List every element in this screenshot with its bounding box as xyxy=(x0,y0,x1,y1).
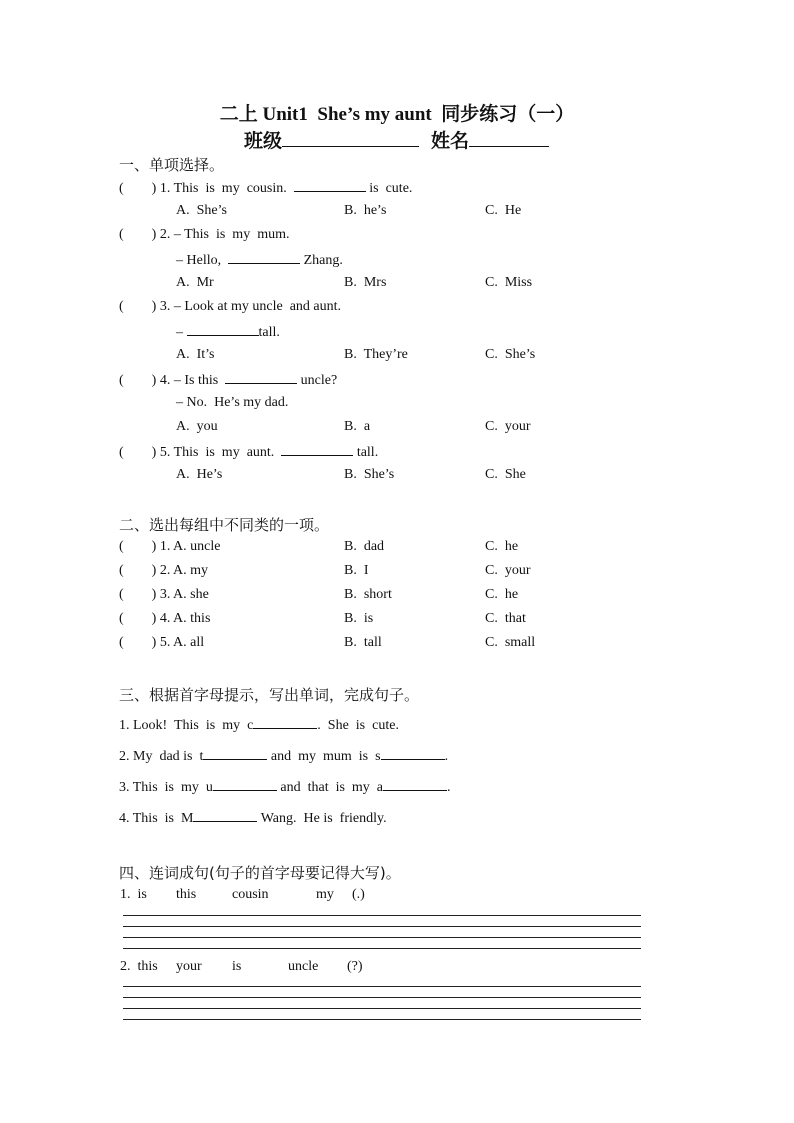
s3-sentence-2: 2. My dad is t and my mum is s . xyxy=(119,749,449,764)
question-1: ( ) 1. This is my cousin. is cute. xyxy=(119,181,413,196)
s4-q1-word-2: this xyxy=(176,887,197,902)
answer-blank[interactable] xyxy=(187,323,259,336)
q5-option-b[interactable]: B. She’s xyxy=(344,467,395,482)
s2-row-1-b[interactable]: B. dad xyxy=(344,539,385,554)
s4-q1-word-5: (.) xyxy=(352,887,365,902)
s2-row-3-c[interactable]: C. he xyxy=(485,587,519,602)
answer-blank[interactable] xyxy=(203,747,267,760)
question-2-line2: – Hello, Zhang. xyxy=(176,253,343,268)
writing-line[interactable] xyxy=(123,1019,641,1020)
answer-blank[interactable] xyxy=(228,251,300,264)
s2-row-1: ( ) 1. A. uncle xyxy=(119,539,221,554)
s2-row-1-c[interactable]: C. he xyxy=(485,539,519,554)
writing-line[interactable] xyxy=(123,926,641,927)
q2-option-c[interactable]: C. Miss xyxy=(485,275,533,290)
s2-row-2-c[interactable]: C. your xyxy=(485,563,531,578)
q4-option-b[interactable]: B. a xyxy=(344,419,371,434)
q5-option-c[interactable]: C. She xyxy=(485,467,526,482)
writing-line[interactable] xyxy=(123,948,641,949)
page-title: 二上 Unit1 She’s my aunt 同步练习（一） xyxy=(219,104,575,125)
s3-sentence-4: 4. This is M Wang. He is friendly. xyxy=(119,811,387,826)
section1-heading: 一、单项选择。 xyxy=(119,156,225,174)
s4-q2-word-3: is xyxy=(232,959,242,974)
s2-row-4-b[interactable]: B. is xyxy=(344,611,374,626)
s4-q1-word-3: cousin xyxy=(232,887,269,902)
q3-option-a[interactable]: A. It’s xyxy=(176,347,215,362)
writing-line[interactable] xyxy=(123,937,641,938)
q3-option-c[interactable]: C. She’s xyxy=(485,347,536,362)
name-label: 姓名 xyxy=(431,131,470,152)
writing-line[interactable] xyxy=(123,915,641,916)
question-3: ( ) 3. – Look at my uncle and aunt. xyxy=(119,299,342,314)
s3-sentence-1: 1. Look! This is my c . She is cute. xyxy=(119,718,399,733)
writing-line[interactable] xyxy=(123,997,641,998)
q5-option-a[interactable]: A. He’s xyxy=(176,467,223,482)
answer-blank[interactable] xyxy=(383,778,447,791)
q2-option-a[interactable]: A. Mr xyxy=(176,275,214,290)
section4-heading: 四、连词成句(句子的首字母要记得大写)。 xyxy=(119,864,401,882)
s2-row-5-c[interactable]: C. small xyxy=(485,635,536,650)
answer-blank[interactable] xyxy=(381,747,445,760)
s4-q2-word-2: your xyxy=(176,959,202,974)
writing-line[interactable] xyxy=(123,1008,641,1009)
section2-heading: 二、选出每组中不同类的一项。 xyxy=(119,516,330,534)
q1-option-b[interactable]: B. he’s xyxy=(344,203,387,218)
answer-blank[interactable] xyxy=(225,371,297,384)
q4-option-c[interactable]: C. your xyxy=(485,419,531,434)
writing-line[interactable] xyxy=(123,986,641,987)
s4-q1-word-4: my xyxy=(316,887,334,902)
s2-row-5-b[interactable]: B. tall xyxy=(344,635,382,650)
s4-q2-word-1: 2. this xyxy=(120,959,158,974)
class-blank[interactable] xyxy=(282,134,419,147)
q4-option-a[interactable]: A. you xyxy=(176,419,218,434)
answer-blank[interactable] xyxy=(253,716,317,729)
question-4-line2: – No. He’s my dad. xyxy=(176,395,289,410)
s2-row-2-b[interactable]: B. I xyxy=(344,563,369,578)
s2-row-4-c[interactable]: C. that xyxy=(485,611,526,626)
section3-heading: 三、根据首字母提示，写出单词，完成句子。 xyxy=(119,686,420,704)
q2-option-b[interactable]: B. Mrs xyxy=(344,275,387,290)
s2-row-3: ( ) 3. A. she xyxy=(119,587,209,602)
question-2: ( ) 2. – This is my mum. xyxy=(119,227,290,242)
class-label: 班级 xyxy=(244,131,283,152)
question-5: ( ) 5. This is my aunt. tall. xyxy=(119,445,379,460)
answer-blank[interactable] xyxy=(213,778,277,791)
s3-sentence-3: 3. This is my u and that is my a . xyxy=(119,780,451,795)
answer-blank[interactable] xyxy=(193,809,257,822)
s4-q1-word-1: 1. is xyxy=(120,887,147,902)
name-blank[interactable] xyxy=(469,134,549,147)
answer-blank[interactable] xyxy=(294,179,366,192)
s2-row-4: ( ) 4. A. this xyxy=(119,611,211,626)
s4-q2-word-5: (?) xyxy=(347,959,363,974)
q3-option-b[interactable]: B. They’re xyxy=(344,347,408,362)
q1-option-c[interactable]: C. He xyxy=(485,203,522,218)
q1-option-a[interactable]: A. She’s xyxy=(176,203,227,218)
answer-blank[interactable] xyxy=(281,443,353,456)
s2-row-2: ( ) 2. A. my xyxy=(119,563,209,578)
s4-q2-word-4: uncle xyxy=(288,959,319,974)
s2-row-3-b[interactable]: B. short xyxy=(344,587,392,602)
question-4: ( ) 4. – Is this uncle? xyxy=(119,373,338,388)
class-name-line xyxy=(244,126,549,153)
question-3-line2: – tall. xyxy=(176,325,280,340)
s2-row-5: ( ) 5. A. all xyxy=(119,635,205,650)
